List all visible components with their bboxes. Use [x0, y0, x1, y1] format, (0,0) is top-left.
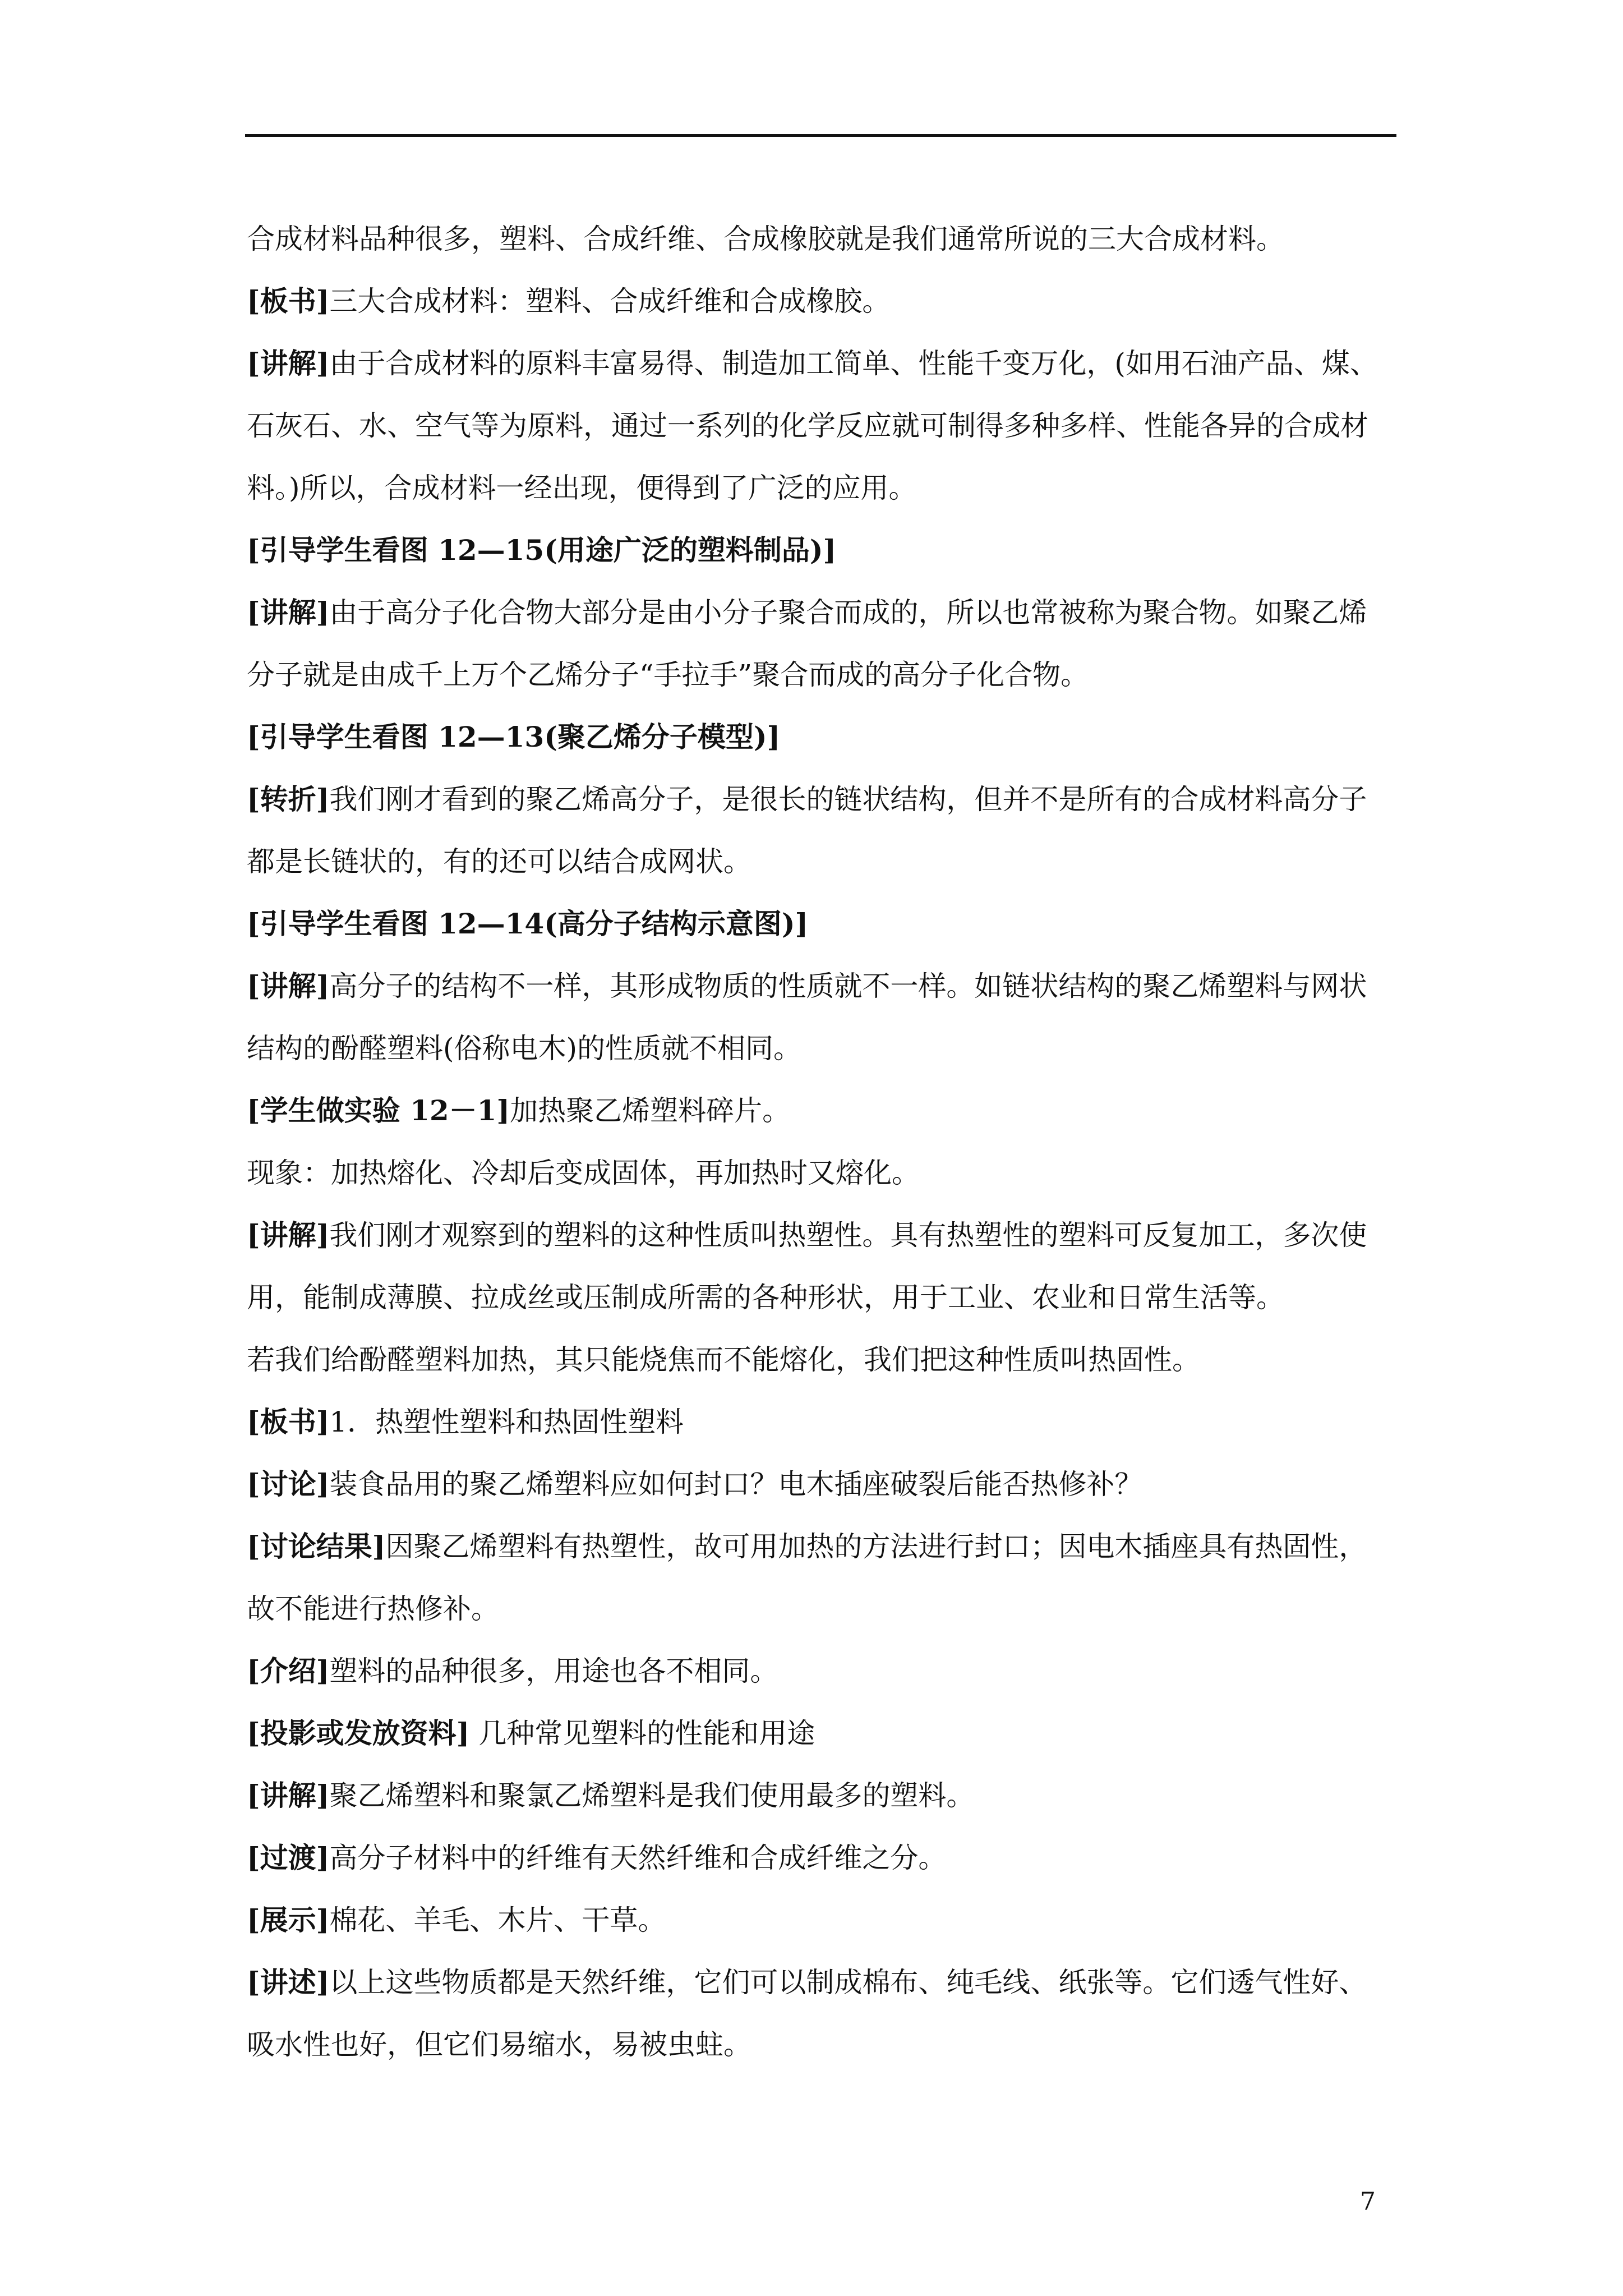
document-body [247, 208, 1402, 2076]
line-tag: [过渡] [247, 1841, 330, 1874]
text-line [247, 2013, 1402, 2076]
line-tag: [引导学生看图 12—13(聚乙烯分子模型)] [247, 720, 781, 753]
line-tag: [讲解] [247, 596, 330, 629]
text-line [247, 1764, 1402, 1826]
line-tag: [板书] [247, 284, 330, 318]
text-line [247, 1826, 1402, 1889]
line-text: 用，能制成薄膜、拉成丝或压制成所需的各种形状，用于工业、农业和日常生活等。 [247, 1281, 1284, 1314]
line-text: 由于合成材料的原料丰富易得、制造加工简单、性能千变万化，(如用石油产品、煤、 [329, 347, 1378, 380]
line-text: 以上这些物质都是天然纤维，它们可以制成棉布、纯毛线、纸张等。它们透气性好、 [329, 1966, 1367, 1999]
line-tag: [讲解] [247, 1218, 330, 1251]
text-line [247, 332, 1402, 394]
text-line [247, 1079, 1402, 1142]
text-line [247, 892, 1402, 955]
text-line [247, 830, 1402, 892]
line-text: 若我们给酚醛塑料加热，其只能烧焦而不能熔化，我们把这种性质叫热固性。 [247, 1343, 1200, 1376]
line-text: 因聚乙烯塑料有热塑性，故可用加热的方法进行封口；因电木插座具有热固性， [385, 1530, 1367, 1563]
line-text: 石灰石、水、空气等为原料，通过一系列的化学反应就可制得多种多样、性能各异的合成材 [247, 409, 1368, 442]
text-line [247, 1577, 1402, 1640]
text-line [247, 208, 1402, 270]
line-text: 结构的酚醛塑料(俗称电木)的性质就不相同。 [247, 1032, 802, 1065]
line-text: 我们刚才看到的聚乙烯高分子，是很长的链状结构，但并不是所有的合成材料高分子 [329, 783, 1367, 816]
text-line [247, 457, 1402, 519]
line-text: 塑料的品种很多，用途也各不相同。 [329, 1655, 778, 1687]
line-text: 合成材料品种很多，塑料、合成纤维、合成橡胶就是我们通常所说的三大合成材料。 [247, 223, 1284, 255]
text-line [247, 1266, 1402, 1328]
line-text: 聚乙烯塑料和聚氯乙烯塑料是我们使用最多的塑料。 [329, 1779, 975, 1812]
text-line [247, 1391, 1402, 1453]
header-rule [245, 134, 1396, 137]
line-tag: [引导学生看图 12—15(用途广泛的塑料制品)] [247, 533, 837, 567]
text-line [247, 394, 1402, 457]
line-text: 1．热塑性塑料和热固性塑料 [329, 1406, 684, 1438]
line-text: 故不能进行热修补。 [247, 1593, 499, 1625]
line-tag: [板书] [247, 1405, 330, 1438]
text-line [247, 1142, 1402, 1204]
text-line [247, 1017, 1402, 1079]
text-line [247, 1204, 1402, 1266]
line-text: 料。)所以，合成材料一经出现，便得到了广泛的应用。 [247, 472, 917, 504]
line-tag: [讲解] [247, 1779, 330, 1812]
line-tag: [引导学生看图 12—14(高分子结构示意图)] [247, 907, 809, 940]
line-tag: [讲解] [247, 347, 330, 380]
text-line [247, 706, 1402, 768]
text-line [247, 1951, 1402, 2013]
line-text: 由于高分子化合物大部分是由小分子聚合而成的，所以也常被称为聚合物。如聚乙烯 [329, 596, 1367, 629]
line-tag: [学生做实验 12－1] [247, 1094, 510, 1127]
text-line [247, 1640, 1402, 1702]
line-text: 几种常见塑料的性能和用途 [469, 1717, 815, 1750]
text-line [247, 519, 1402, 581]
text-line [247, 1515, 1402, 1577]
text-line [247, 1453, 1402, 1515]
line-tag: [转折] [247, 783, 330, 816]
line-text: 棉花、羊毛、木片、干草。 [329, 1904, 666, 1936]
line-text: 都是长链状的，有的还可以结合成网状。 [247, 845, 751, 878]
line-tag: [讨论] [247, 1467, 330, 1501]
line-text: 我们刚才观察到的塑料的这种性质叫热塑性。具有热塑性的塑料可反复加工，多次使 [329, 1219, 1367, 1251]
page-number: 7 [1360, 2187, 1376, 2216]
line-tag: [讨论结果] [247, 1530, 386, 1563]
line-tag: [讲解] [247, 969, 330, 1002]
text-line [247, 643, 1402, 706]
text-line [247, 1328, 1402, 1391]
text-line [247, 1702, 1402, 1764]
line-tag: [投影或发放资料] [247, 1717, 470, 1750]
line-tag: [展示] [247, 1903, 330, 1936]
line-text: 现象：加热熔化、冷却后变成固体，再加热时又熔化。 [247, 1157, 920, 1189]
line-text: 高分子材料中的纤维有天然纤维和合成纤维之分。 [329, 1842, 947, 1874]
line-text: 装食品用的聚乙烯塑料应如何封口？电木插座破裂后能否热修补？ [329, 1468, 1143, 1501]
text-line [247, 270, 1402, 332]
text-line [247, 1889, 1402, 1951]
line-text: 高分子的结构不一样，其形成物质的性质就不一样。如链状结构的聚乙烯塑料与网状 [329, 970, 1367, 1002]
line-text: 吸水性也好，但它们易缩水，易被虫蛀。 [247, 2028, 751, 2061]
line-text: 加热聚乙烯塑料碎片。 [510, 1094, 791, 1127]
line-tag: [介绍] [247, 1654, 330, 1687]
line-text: 三大合成材料：塑料、合成纤维和合成橡胶。 [329, 285, 891, 318]
line-text: 分子就是由成千上万个乙烯分子“手拉手”聚合而成的高分子化合物。 [247, 659, 1089, 691]
text-line [247, 581, 1402, 643]
line-tag: [讲述] [247, 1966, 330, 1999]
text-line [247, 955, 1402, 1017]
text-line [247, 768, 1402, 830]
